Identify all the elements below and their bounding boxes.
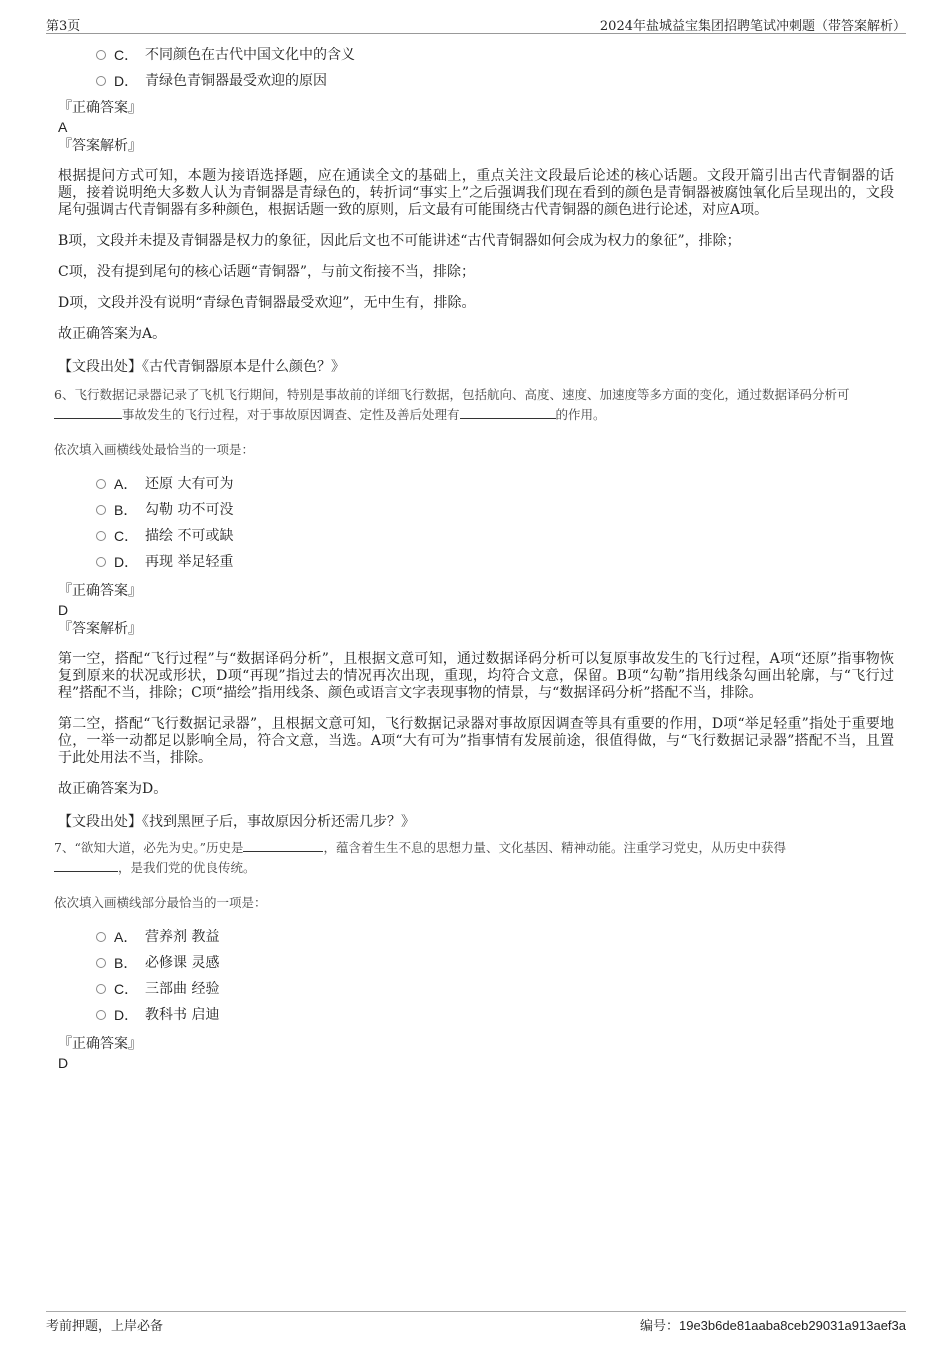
- question-instruction: 依次填入画横线处最恰当的一项是：: [54, 442, 255, 457]
- analysis-paragraph: 第二空，搭配“飞行数据记录器”，且根据文意可知，飞行数据记录器对事故原因调查等具有重要的作用，D项“举足轻重”指处于重要地位，一举一动都足以影响全局，符合文意，当选。A项“大有可为”指事情有发展前途，很值得做，与“飞行数据记录器”搭配不当，且置于此处用法不当，排除。: [58, 716, 894, 766]
- option-c[interactable]: C． 不同颜色在古代中国文化中的含义: [56, 42, 894, 68]
- option-c[interactable]: C． 三部曲 经验: [56, 976, 894, 1002]
- page-header: [46, 15, 906, 34]
- radio-icon[interactable]: [96, 958, 106, 968]
- question-instruction: 依次填入画横线部分最恰当的一项是：: [54, 895, 267, 910]
- analysis-paragraph: D项，文段并没有说明“青绿色青铜器最受欢迎”，无中生有，排除。: [58, 295, 476, 311]
- q5-options: [56, 42, 894, 94]
- radio-icon[interactable]: [96, 505, 106, 515]
- analysis-paragraph: 根据提问方式可知，本题为接语选择题，应在通读全文的基础上，重点关注文段最后论述的核心话题。文段开篇引出古代青铜器的话题，接着说明绝大多数人认为青铜器是青绿色的，转折词“事实上”之后强调我们现在看到的颜色是青铜器被腐蚀氧化后呈现出的，文段尾句强调古代青铜器有多种颜色，根据话题一致的原则，后文最有可能围绕古代青铜器的颜色进行论述，对应A项。: [58, 168, 894, 218]
- analysis-paragraph: 第一空，搭配“飞行过程”与“数据译码分析”，且根据文意可知，通过数据译码分析可以复原事故发生的飞行过程，A项“还原”指事物恢复到原来的状况或形状，D项“再现”指过去的情况再次出现，重现，均符合文意，保留。B项“勾勒”指用线条勾画出轮廓，与“飞行过程”搭配不当，排除；C项“描绘”指用线条、颜色或语言文字表现事物的情景，与“数据译码分析”搭配不当，排除。: [58, 651, 894, 701]
- page-content: [56, 40, 894, 1072]
- page-number: 第3页: [46, 19, 81, 34]
- blank-1: [54, 406, 122, 419]
- blank-2: [460, 406, 556, 419]
- answer-value: A: [58, 119, 68, 135]
- q6-options: [56, 471, 894, 575]
- analysis-paragraph: B项，文段并未提及青铜器是权力的象征，因此后文也不可能讲述“古代青铜器如何会成为权力的象征”，排除；: [58, 233, 741, 249]
- page-footer: [46, 1311, 906, 1335]
- analysis-conclusion: 故正确答案为A。: [58, 326, 167, 342]
- analysis-label: 『答案解析』: [58, 621, 142, 637]
- answer-label: 『正确答案』: [58, 1036, 142, 1052]
- option-b[interactable]: B． 勾勒 功不可没: [56, 497, 894, 523]
- radio-icon[interactable]: [96, 50, 106, 60]
- option-a[interactable]: A． 营养剂 教益: [56, 924, 894, 950]
- source-citation: 【文段出处】《找到黑匣子后，事故原因分析还需几步？》: [58, 814, 415, 830]
- blank-2: [54, 859, 118, 872]
- q7-options: [56, 924, 894, 1028]
- option-c[interactable]: C． 描绘 不可或缺: [56, 523, 894, 549]
- option-d[interactable]: D． 教科书 启迪: [56, 1002, 894, 1028]
- radio-icon[interactable]: [96, 984, 106, 994]
- option-d[interactable]: D． 青绿色青铜器最受欢迎的原因: [56, 68, 894, 94]
- answer-value: D: [58, 1055, 69, 1071]
- radio-icon[interactable]: [96, 531, 106, 541]
- document-code: 编号：19e3b6de81aaba8ceb29031a913aef3a: [639, 1318, 906, 1333]
- answer-label: 『正确答案』: [58, 583, 142, 599]
- footer-slogan: 考前押题，上岸必备: [46, 1319, 164, 1334]
- radio-icon[interactable]: [96, 76, 106, 86]
- answer-label: 『正确答案』: [58, 100, 142, 116]
- analysis-conclusion: 故正确答案为D。: [58, 781, 168, 797]
- question-6-stem: 6、飞行数据记录器记录了飞机飞行期间，特别是事故前的详细飞行数据，包括航向、高度、速度、加速度等多方面的变化，通过数据译码分析可事故发生的飞行过程，对于事故原因调查、定性及善后处理有 的作用。: [54, 387, 850, 422]
- analysis-label: 『答案解析』: [58, 138, 142, 154]
- radio-icon[interactable]: [96, 557, 106, 567]
- option-a[interactable]: A． 还原 大有可为: [56, 471, 894, 497]
- radio-icon[interactable]: [96, 479, 106, 489]
- radio-icon[interactable]: [96, 1010, 106, 1020]
- source-citation: 【文段出处】《古代青铜器原本是什么颜色？》: [58, 359, 345, 375]
- document-title: 2024年盐城益宝集团招聘笔试冲刺题（带答案解析）: [599, 19, 906, 34]
- answer-value: D: [58, 602, 69, 618]
- option-b[interactable]: B． 必修课 灵感: [56, 950, 894, 976]
- radio-icon[interactable]: [96, 932, 106, 942]
- question-7-stem: 7、“欲知大道，必先为史。”历史是 ，蕴含着生生不息的思想力量、文化基因、精神动能。注重学习党史，从历史中获得 ，是我们党的优良传统。: [54, 840, 786, 875]
- option-d[interactable]: D． 再现 举足轻重: [56, 549, 894, 575]
- blank-1: [243, 839, 323, 852]
- analysis-paragraph: C项，没有提到尾句的核心话题“青铜器”，与前文衔接不当，排除；: [58, 264, 476, 280]
